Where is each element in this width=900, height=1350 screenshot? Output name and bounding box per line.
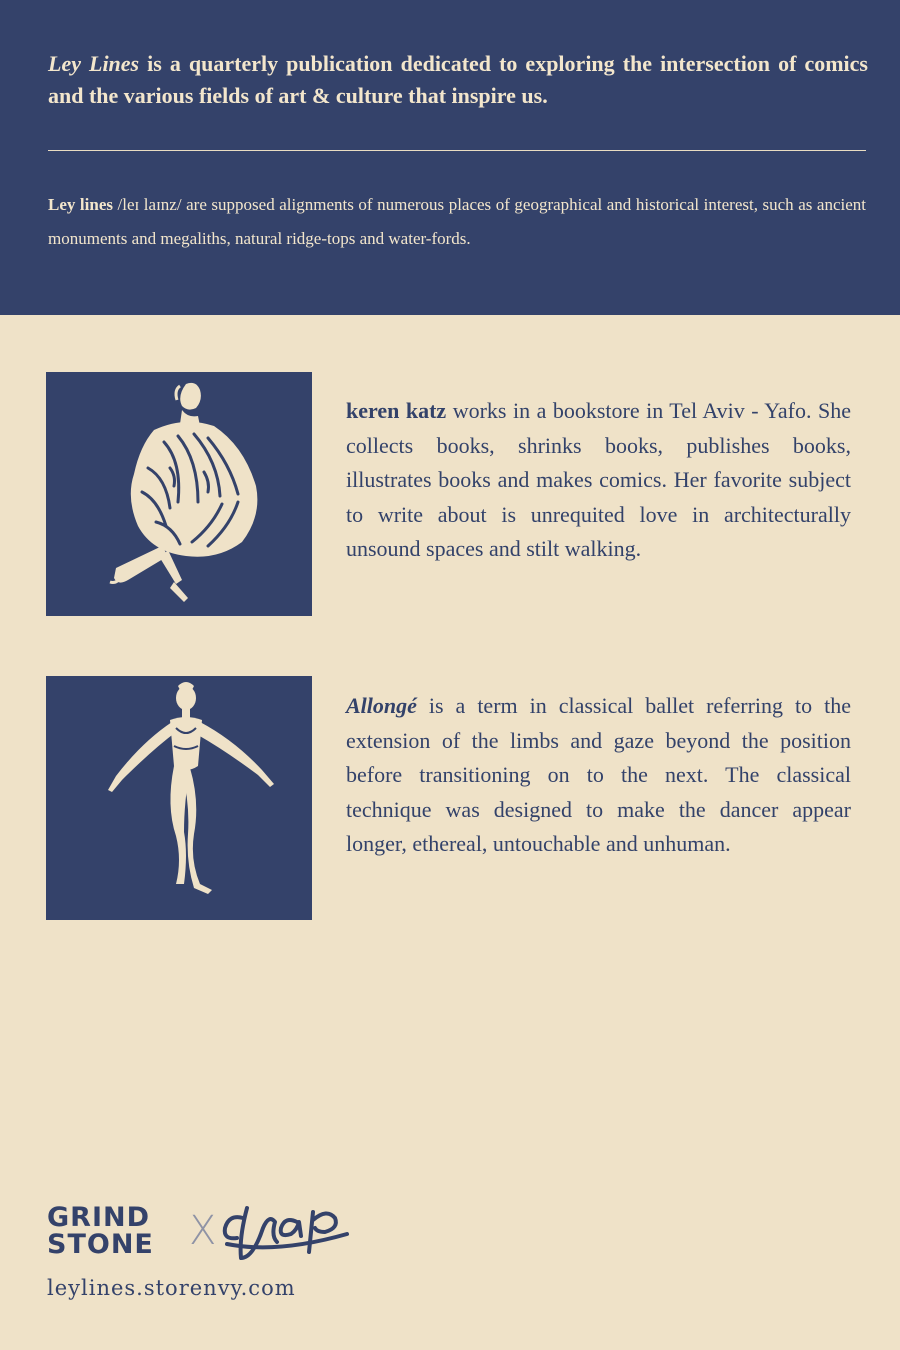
bio-lead-name: keren katz — [346, 398, 447, 423]
store-url: leylines.storenvy.com — [47, 1276, 296, 1300]
cloaked-figure-icon — [46, 372, 312, 616]
bio-keren-katz — [346, 394, 851, 567]
ballet-dancer-illustration — [46, 676, 312, 920]
bio-text: works in a bookstore in Tel Aviv - Yafo. She collects books, shrinks books, publishes books, illustrates books and makes comics. Her favorite subject to write about is unrequited love in architecturally unsound spaces and stilt walking. — [346, 398, 851, 561]
grindstone-logo-line1: GRIND — [47, 1202, 151, 1233]
definition-text: /leɪ laɪnz/ are supposed alignments of numerous places of geographical and historical interest, such as ancient monuments and megaliths, natural ridge-tops and water-fords. — [48, 195, 866, 248]
cloaked-figure-illustration — [46, 372, 312, 616]
bio-lead-term: Allongé — [346, 693, 417, 718]
definition — [48, 188, 866, 256]
grindstone-logo — [47, 1204, 154, 1258]
publication-title: Ley Lines — [48, 51, 140, 76]
logo-separator: X — [189, 1208, 217, 1254]
divider-rule — [48, 150, 866, 151]
chap-logo-icon — [217, 1200, 362, 1262]
publisher-logos — [47, 1204, 327, 1266]
bio-allonge — [346, 689, 851, 862]
definition-term: Ley lines — [48, 195, 113, 214]
bio-text: is a term in classical ballet referring to the extension of the limbs and gaze beyond the position before transitioning on to the next. The classical technique was designed to make the dancer appear longer, ethereal, untouchable and unhuman. — [346, 693, 851, 856]
grindstone-logo-line2: STONE — [47, 1229, 154, 1260]
intro-text: is a quarterly publication dedicated to exploring the intersection of comics and the various fields of art & culture that inspire us. — [48, 51, 868, 108]
intro-statement — [48, 48, 868, 112]
header-band — [0, 0, 900, 315]
ballet-dancer-icon — [46, 676, 312, 920]
